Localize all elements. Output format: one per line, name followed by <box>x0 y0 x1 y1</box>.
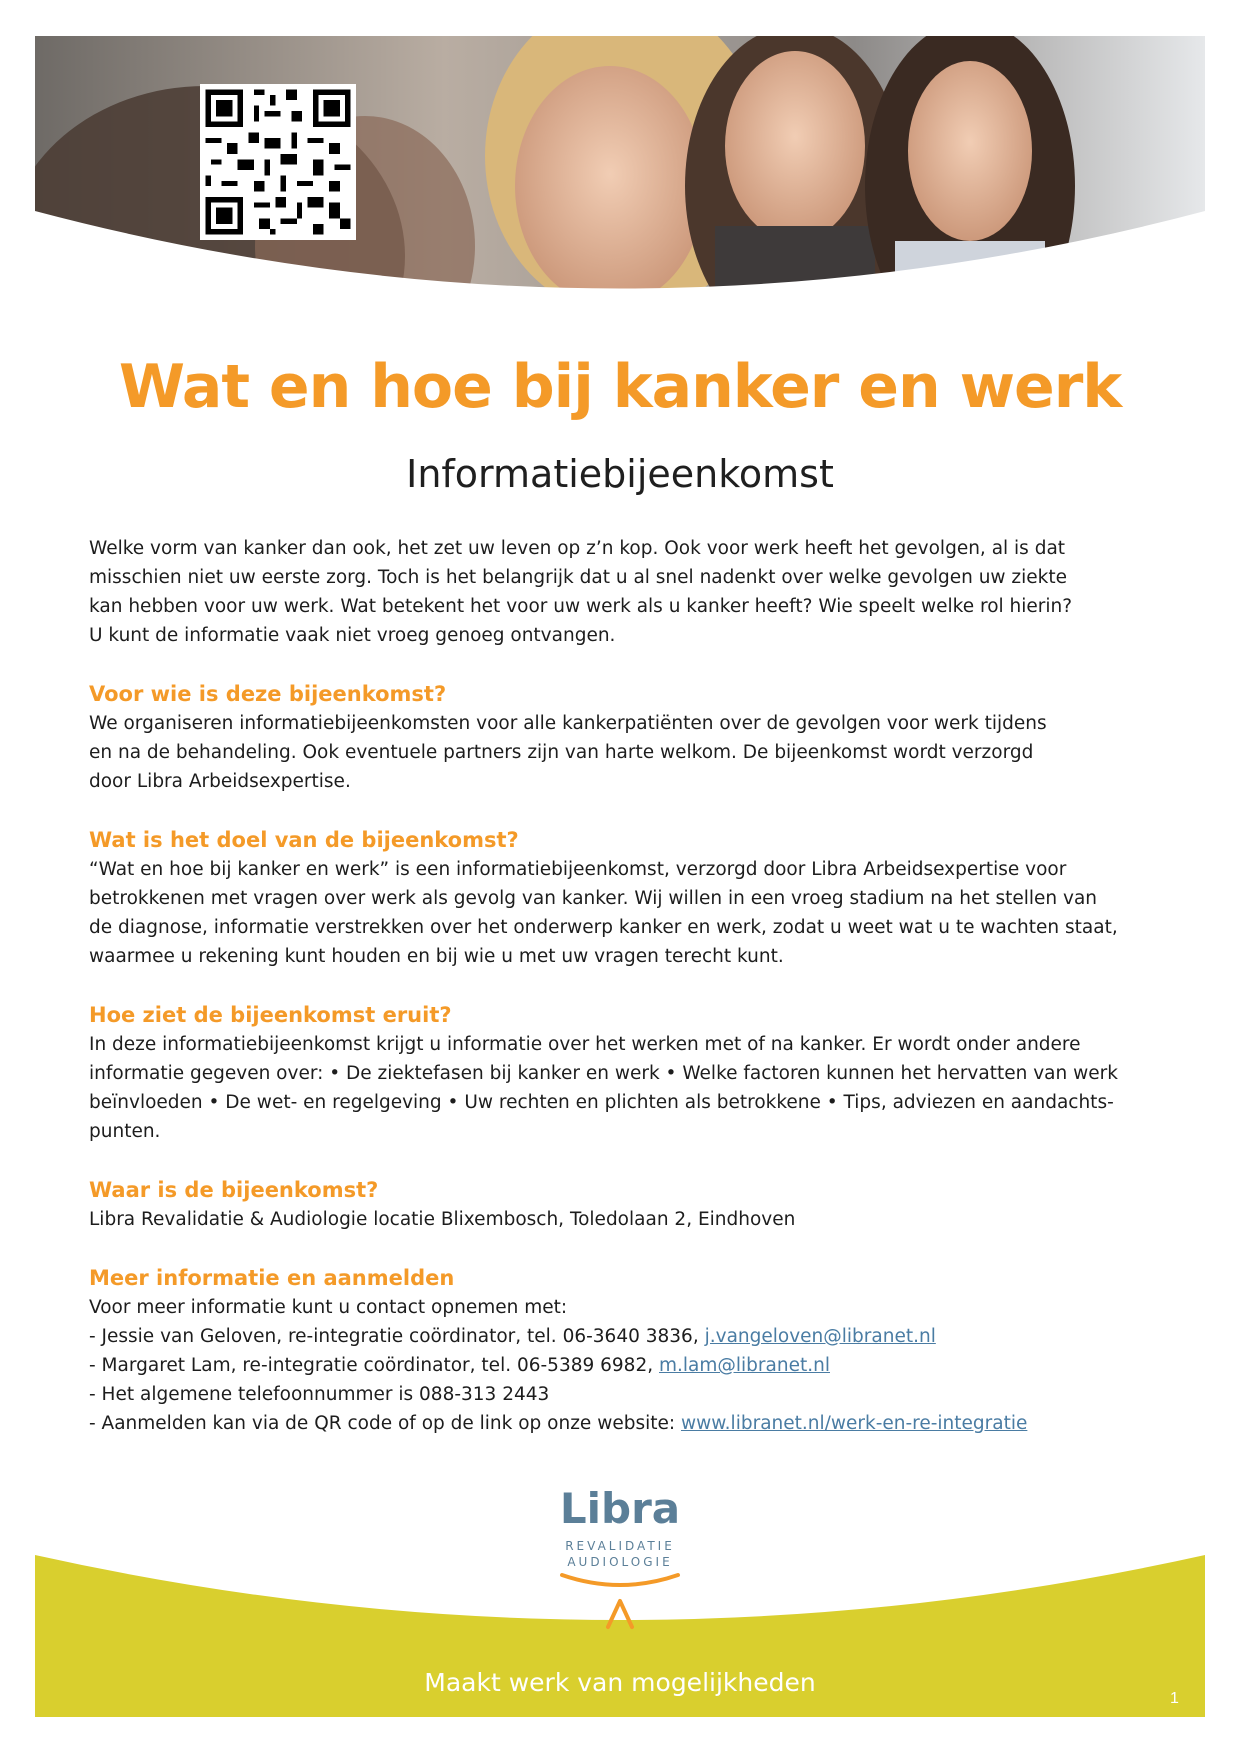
section-heading: Hoe ziet de bijeenkomst eruit? <box>89 1003 452 1027</box>
text-line: Libra Revalidatie & Audiologie locatie Blixembosch, Toledolaan 2, Eindhoven <box>89 1209 796 1230</box>
contact-text: - Margaret Lam, re-integratie coördinator, tel. 06-5389 6982, <box>89 1355 659 1376</box>
text-line: Welke vorm van kanker dan ook, het zet uw leven op z’n kop. Ook voor werk heeft het gevolgen, al is dat <box>89 538 1066 559</box>
text-line: In deze informatiebijeenkomst krijgt u informatie over het werken met of na kanker. Er wordt onder andere <box>89 1034 1081 1055</box>
page-subtitle: Informatiebijeenkomst <box>406 452 834 496</box>
email-link-margaret[interactable]: m.lam@libranet.nl <box>659 1355 830 1376</box>
logo-line-audiologie: AUDIOLOGIE <box>567 1555 673 1569</box>
intro-paragraph <box>89 534 1149 650</box>
text-line: en na de behandeling. Ook eventuele partners zijn van harte welkom. De bijeenkomst wordt verzorgd <box>89 742 1034 763</box>
text-line: kan hebben voor uw werk. Wat betekent het voor uw werk als u kanker heeft? Wie speelt welke rol hierin? <box>89 596 1073 617</box>
email-link-jessie[interactable]: j.vangeloven@libranet.nl <box>704 1326 936 1347</box>
text-line: door Libra Arbeidsexpertise. <box>89 771 351 792</box>
text-line: betrokkenen met vragen over werk als gevolg van kanker. Wij willen in een vroeg stadium na het stellen van <box>89 888 1098 909</box>
text-line: punten. <box>89 1121 161 1142</box>
section-heading: Meer informatie en aanmelden <box>89 1266 455 1290</box>
logo-line-revalidatie: REVALIDATIE <box>565 1539 675 1553</box>
contact-text: - Jessie van Geloven, re-integratie coördinator, tel. 06-3640 3836, <box>89 1326 705 1347</box>
qr-code[interactable] <box>200 84 356 240</box>
section-voor-wie <box>89 679 1149 796</box>
text-line: informatie gegeven over: • De ziektefasen bij kanker en werk • Welke factoren kunnen het hervatten van werk <box>89 1063 1118 1084</box>
main-content <box>89 534 1149 1467</box>
text-line: de diagnose, informatie verstrekken over het onderwerp kanker en werk, zodat u weet wat u te wachten staat, <box>89 917 1118 938</box>
signup-text: - Aanmelden kan via de QR code of op de link op onze website: <box>89 1413 681 1434</box>
section-waar <box>89 1175 1149 1234</box>
logo-balance-icon <box>550 1569 690 1635</box>
contact-intro: Voor meer informatie kunt u contact opnemen met: <box>89 1297 568 1318</box>
section-doel <box>89 825 1149 971</box>
text-line: U kunt de informatie vaak niet vroeg genoeg ontvangen. <box>89 625 616 646</box>
section-heading: Waar is de bijeenkomst? <box>89 1178 379 1202</box>
general-phone: - Het algemene telefoonnummer is 088-313 2443 <box>89 1384 550 1405</box>
page-number: 1 <box>1170 1690 1179 1707</box>
libra-logo <box>550 1485 690 1635</box>
text-line: “Wat en hoe bij kanker en werk” is een informatiebijeenkomst, verzorgd door Libra Arbeidsexpertise voor <box>89 859 1067 880</box>
section-heading: Voor wie is deze bijeenkomst? <box>89 682 447 706</box>
contact-person-margaret <box>89 1351 1149 1380</box>
contact-person-jessie <box>89 1322 1149 1351</box>
section-heading: Wat is het doel van de bijeenkomst? <box>89 828 519 852</box>
logo-name: Libra <box>559 1484 681 1533</box>
text-line: beïnvloeden • De wet- en regelgeving • Uw rechten en plichten als betrokkene • Tips, adviezen en aandachts- <box>89 1092 1114 1113</box>
section-hoe <box>89 1000 1149 1146</box>
section-contact <box>89 1263 1149 1438</box>
page-title: Wat en hoe bij kanker en werk <box>118 352 1122 422</box>
website-link[interactable]: www.libranet.nl/werk-en-re-integratie <box>680 1413 1028 1434</box>
text-line: We organiseren informatiebijeenkomsten voor alle kankerpatiënten over de gevolgen voor werk tijdens <box>89 713 1047 734</box>
text-line: misschien niet uw eerste zorg. Toch is het belangrijk dat u al snel nadenkt over welke gevolgen uw ziekte <box>89 567 1068 588</box>
footer-tagline: Maakt werk van mogelijkheden <box>424 1668 816 1697</box>
text-line: waarmee u rekening kunt houden en bij wie u met uw vragen terecht kunt. <box>89 946 784 967</box>
signup-line <box>89 1409 1149 1438</box>
